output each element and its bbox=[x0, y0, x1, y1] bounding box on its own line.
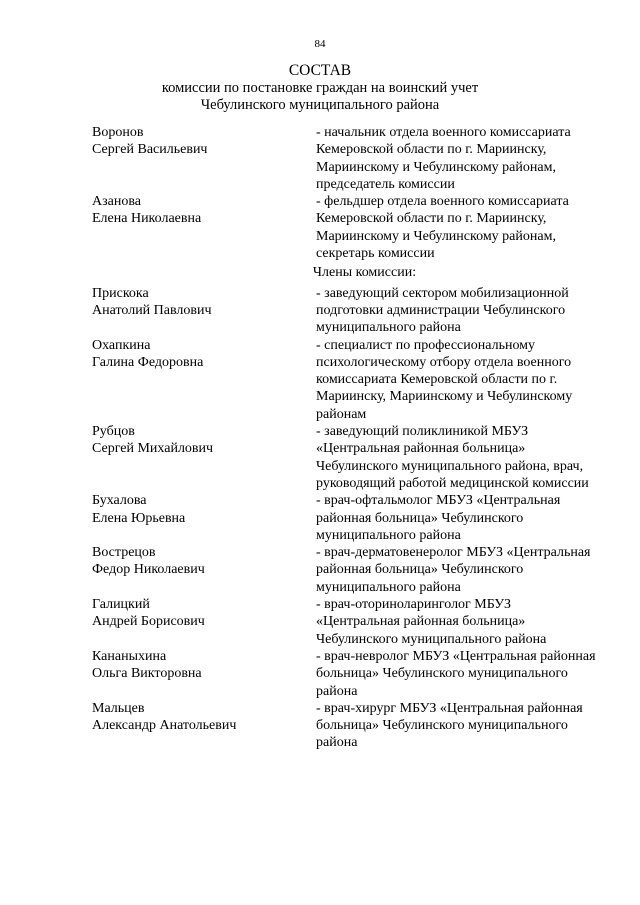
member-surname: Кананыхина bbox=[92, 648, 167, 664]
member-given-name: Елена Юрьевна bbox=[92, 510, 186, 526]
roster-entry bbox=[92, 285, 597, 337]
roster-entry-chair bbox=[92, 124, 597, 193]
roster-entry-secretary bbox=[92, 193, 597, 262]
title-heading: СОСТАВ bbox=[288, 62, 352, 79]
members-heading: Члены комиссии: bbox=[312, 265, 417, 281]
member-given-name: Ольга Викторовна bbox=[92, 666, 202, 682]
member-role: - врач-оториноларинголог МБУЗ «Центральная районная больница» Чебулинского муниципального района bbox=[316, 597, 547, 647]
member-surname: Бухалова bbox=[92, 493, 147, 509]
member-surname: Рубцов bbox=[92, 424, 135, 440]
member-role: - заведующий сектором мобилизационной подготовки администрации Чебулинского муниципального района bbox=[316, 285, 569, 336]
page-number: 84 bbox=[314, 38, 326, 50]
member-surname: Мальцев bbox=[92, 700, 145, 716]
member-role: - начальник отдела военного комиссариата Кемеровской области по г. Мариинску, Мариинскому и Чебулинскому районам, председатель комиссии bbox=[316, 125, 571, 192]
member-surname: Вострецов bbox=[92, 545, 156, 561]
member-name bbox=[92, 285, 316, 320]
member-name bbox=[92, 492, 316, 527]
member-given-name: Александр Анатольевич bbox=[92, 718, 237, 734]
member-name bbox=[92, 700, 316, 735]
member-name bbox=[92, 596, 316, 631]
member-role: - врач-невролог МБУЗ «Центральная районная больница» Чебулинского муниципального района bbox=[316, 648, 596, 699]
roster-entry bbox=[92, 492, 597, 544]
member-name bbox=[92, 124, 316, 159]
roster-entry bbox=[92, 648, 597, 700]
member-surname: Азанова bbox=[92, 194, 141, 210]
roster-entry bbox=[92, 700, 597, 752]
roster-entry bbox=[92, 596, 597, 648]
member-given-name: Галина Федоровна bbox=[92, 354, 204, 370]
member-name bbox=[92, 544, 316, 579]
document-title bbox=[0, 62, 640, 114]
member-surname: Прискока bbox=[92, 285, 149, 301]
title-district: Чебулинского муниципального района bbox=[200, 97, 440, 113]
member-role: - фельдшер отдела военного комиссариата Кемеровской области по г. Мариинску, Мариинскому и Чебулинскому районам, секретарь комиссии bbox=[316, 194, 569, 262]
roster-entry bbox=[92, 423, 597, 492]
member-surname: Воронов bbox=[92, 125, 144, 140]
commission-roster bbox=[92, 124, 597, 752]
member-given-name: Анатолий Павлович bbox=[92, 302, 212, 318]
member-given-name: Елена Николаевна bbox=[92, 211, 202, 227]
member-role: - врач-офтальмолог МБУЗ «Центральная районная больница» Чебулинского муниципального района bbox=[316, 493, 561, 543]
member-role: - заведующий поликлиникой МБУЗ «Центральная районная больница» Чебулинского муниципального района, врач, руководящий работой медицинской комиссии bbox=[316, 424, 589, 491]
member-given-name: Сергей Михайлович bbox=[92, 441, 214, 457]
member-given-name: Федор Николаевич bbox=[92, 562, 205, 578]
roster-entry bbox=[92, 544, 597, 596]
member-name bbox=[92, 423, 316, 458]
member-surname: Галицкий bbox=[92, 597, 150, 613]
member-role: - врач-хирург МБУЗ «Центральная районная больница» Чебулинского муниципального района bbox=[316, 700, 583, 751]
member-role: - специалист по профессиональному психологическому отбору отдела военного комиссариата Кемеровской области по г. Мариинску, Мариинскому и Чебулинскому районам bbox=[316, 337, 573, 422]
member-name bbox=[92, 337, 316, 372]
member-role: - врач-дерматовенеролог МБУЗ «Центральная районная больница» Чебулинского муниципального района bbox=[316, 545, 591, 595]
member-name bbox=[92, 648, 316, 683]
member-surname: Охапкина bbox=[92, 337, 151, 353]
member-name bbox=[92, 193, 316, 228]
member-given-name: Андрей Борисович bbox=[92, 614, 205, 630]
title-subheading: комиссии по постановке граждан на воинский учет bbox=[161, 80, 479, 96]
roster-entry bbox=[92, 337, 597, 423]
member-given-name: Сергей Васильевич bbox=[92, 142, 208, 158]
